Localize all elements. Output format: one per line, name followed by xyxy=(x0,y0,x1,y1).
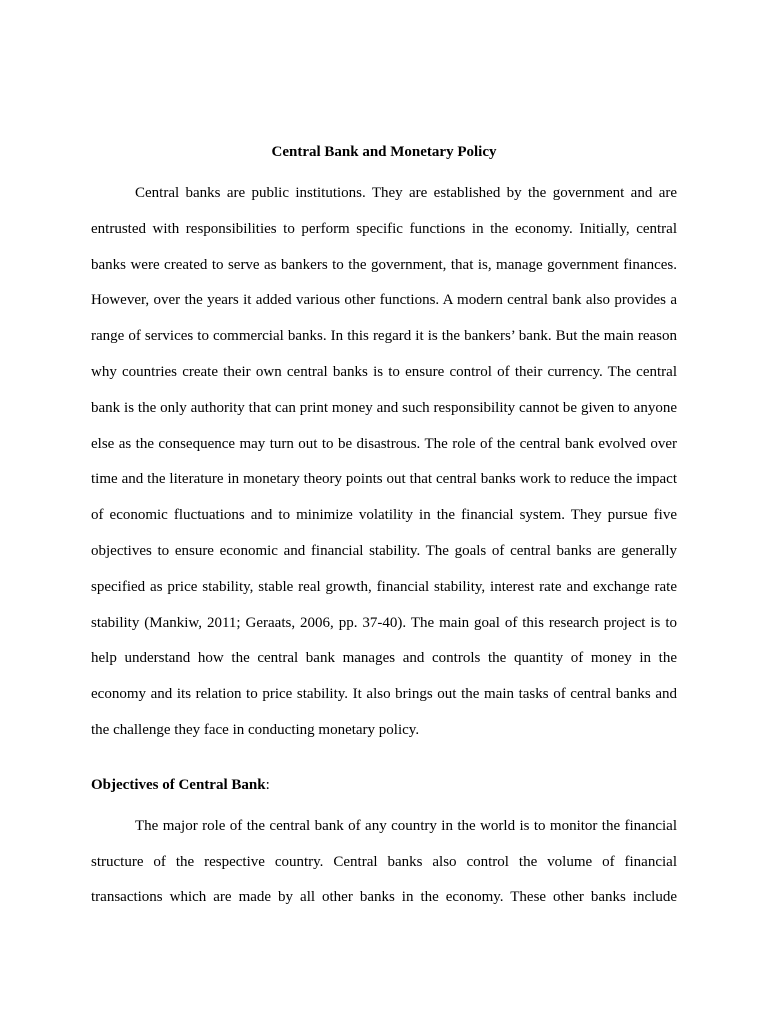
document-body xyxy=(91,140,677,916)
document-title: Central Bank and Monetary Policy xyxy=(271,144,497,160)
section-paragraph: The major role of the central bank of any country in the world is to monitor the financial structure of the respective country. Central banks also control the volume of financial transactions which are made by all other banks in the economy. These other banks include xyxy=(91,817,677,906)
section-heading xyxy=(91,773,677,797)
intro-paragraph: Central banks are public institutions. They are established by the government and are entrusted with responsibilities to perform specific functions in the economy. Initially, central banks were created to serve as bankers to the government, that is, manage government finances. However, over the years it added various other functions. A modern central bank also provides a range of services to commercial banks. In this regard it is the bankers’ bank. But the main reason why countries create their own central banks is to ensure control of their currency. The central bank is the only authority that can print money and such responsibility cannot be given to anyone else as the consequence may turn out to be disastrous. The role of the central bank evolved over time and the literature in monetary theory points out that central banks work to reduce the impact of economic fluctuations and to minimize volatility in the financial system. They pursue five objectives to ensure economic and financial stability. The goals of central banks are generally specified as price stability, stable real growth, financial stability, interest rate and exchange rate stability (Mankiw, 2011; Geraats, 2006, pp. 37-40). The main goal of this research project is to help understand how the central bank manages and controls the quantity of money in the economy and its relation to price stability. It also brings out the main tasks of central banks and the challenge they face in conducting monetary policy. xyxy=(91,185,677,738)
section-heading-colon: : xyxy=(265,776,270,793)
section-heading-text: Objectives of Central Bank xyxy=(91,776,266,793)
